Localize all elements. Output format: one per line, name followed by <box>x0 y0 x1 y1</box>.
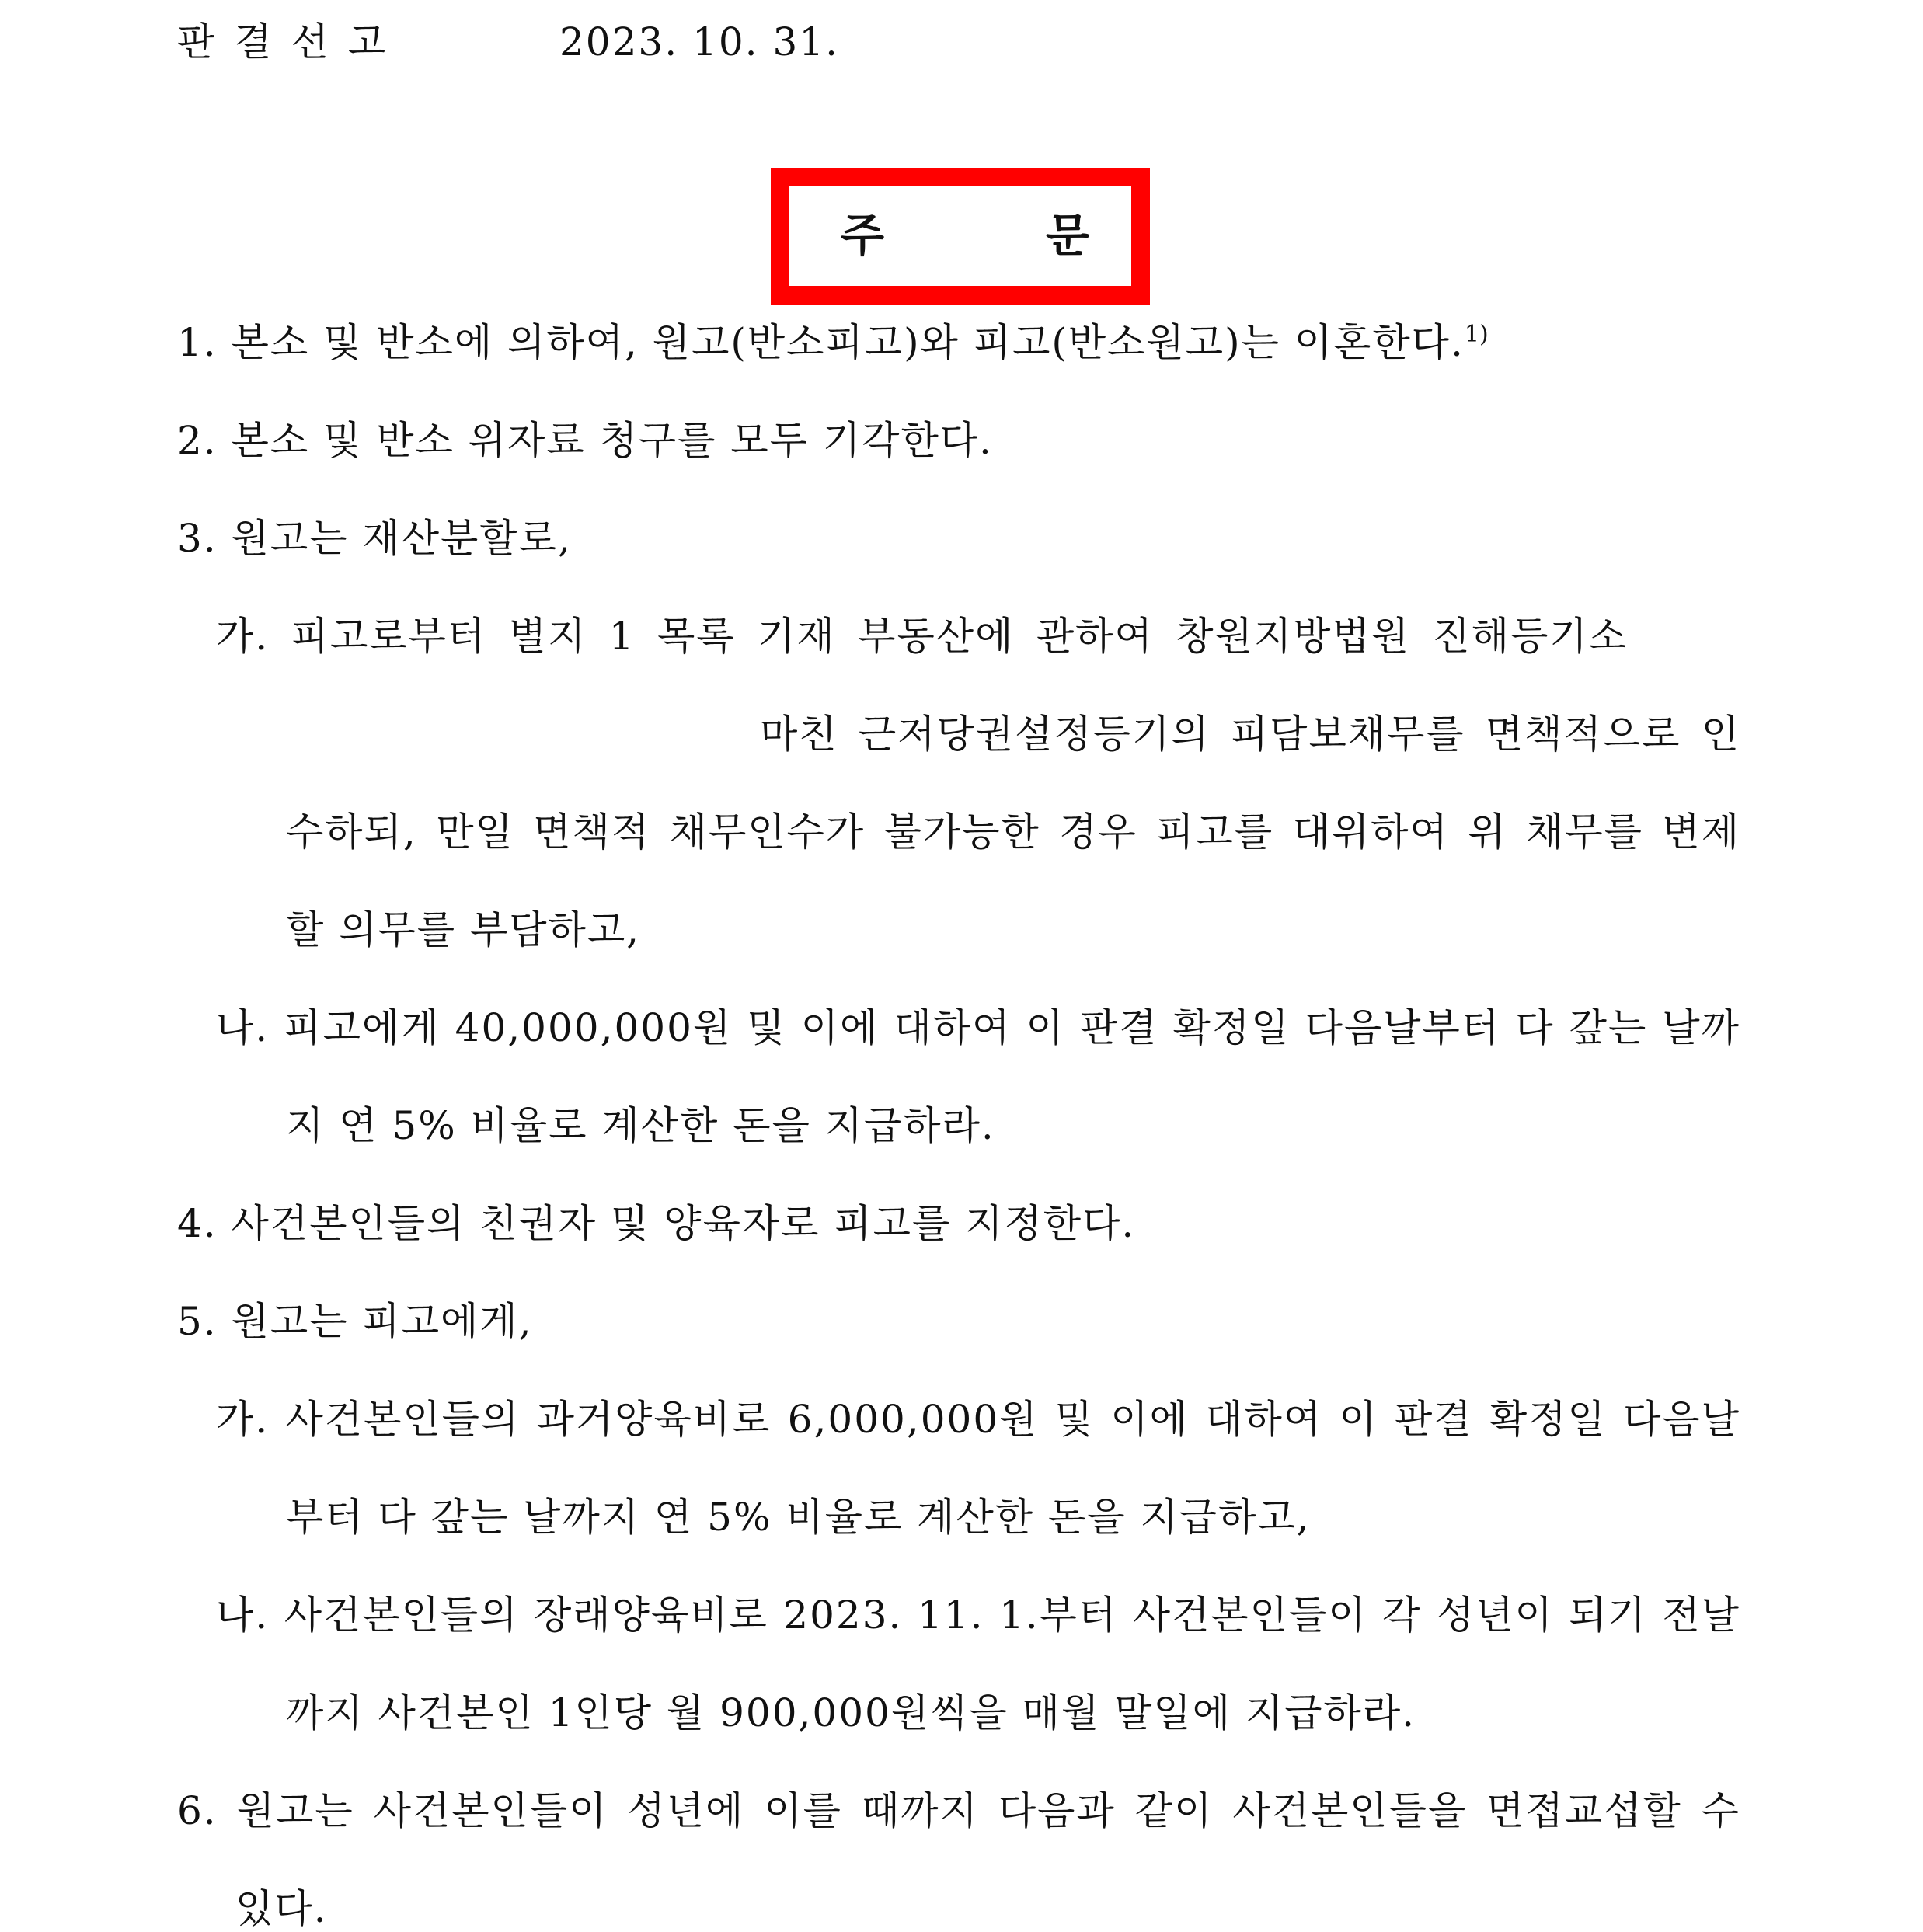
order-item-1 <box>177 319 1489 366</box>
order-item-3a-line-1: 가. 피고로부터 별지 1 목록 기재 부동산에 관하여 창원지방법원 진해등기소 <box>216 614 1628 659</box>
order-item-4: 4. 사건본인들의 친권자 및 양육자로 피고를 지정한다. <box>177 1201 1136 1246</box>
order-item-3a-line-2: 마친 근저당권설정등기의 피담보채무를 면책적으로 인 <box>760 712 1740 757</box>
order-item-5a-line-2: 부터 다 갚는 날까지 연 5% 비율로 계산한 돈을 지급하고, <box>286 1495 1311 1540</box>
order-item-5a-line-1: 가. 사건본인들의 과거양육비로 6,000,000원 및 이에 대하여 이 판결 확정일 다음날 <box>216 1397 1740 1442</box>
footnote-marker: 1) <box>1464 321 1489 348</box>
order-item-6-line-2: 있다. <box>235 1886 328 1931</box>
order-item-1-text: 1. 본소 및 반소에 의하여, 원고(반소피고)와 피고(반소원고)는 이혼한다. <box>177 320 1465 365</box>
judgment-date-label: 판 결 선 고 <box>177 19 387 64</box>
section-title: 주 문 <box>841 209 1089 262</box>
order-item-5b-line-2: 까지 사건본인 1인당 월 900,000원씩을 매월 말일에 지급하라. <box>286 1690 1416 1735</box>
order-item-3b-line-2: 지 연 5% 비율로 계산한 돈을 지급하라. <box>286 1103 995 1148</box>
order-item-3: 3. 원고는 재산분할로, <box>177 516 572 561</box>
order-item-5b-line-1: 나. 사건본인들의 장래양육비로 2023. 11. 1.부터 사건본인들이 각 성년이 되기 전날 <box>216 1593 1740 1638</box>
order-item-6-line-1: 6. 원고는 사건본인들이 성년에 이를 때까지 다음과 같이 사건본인들을 면접교섭할 수 <box>177 1788 1740 1833</box>
order-item-3a-line-3: 수하되, 만일 면책적 채무인수가 불가능한 경우 피고를 대위하여 위 채무를 변제 <box>286 809 1740 855</box>
order-item-3b-line-1: 나. 피고에게 40,000,000원 및 이에 대하여 이 판결 확정일 다음날부터 다 갚는 날까 <box>216 1005 1740 1050</box>
order-item-3a-line-4: 할 의무를 부담하고, <box>286 907 641 952</box>
judgment-date-value: 2023. 10. 31. <box>559 19 839 64</box>
order-item-5: 5. 원고는 피고에게, <box>177 1299 533 1344</box>
order-item-2: 2. 본소 및 반소 위자료 청구를 모두 기각한다. <box>177 418 993 463</box>
